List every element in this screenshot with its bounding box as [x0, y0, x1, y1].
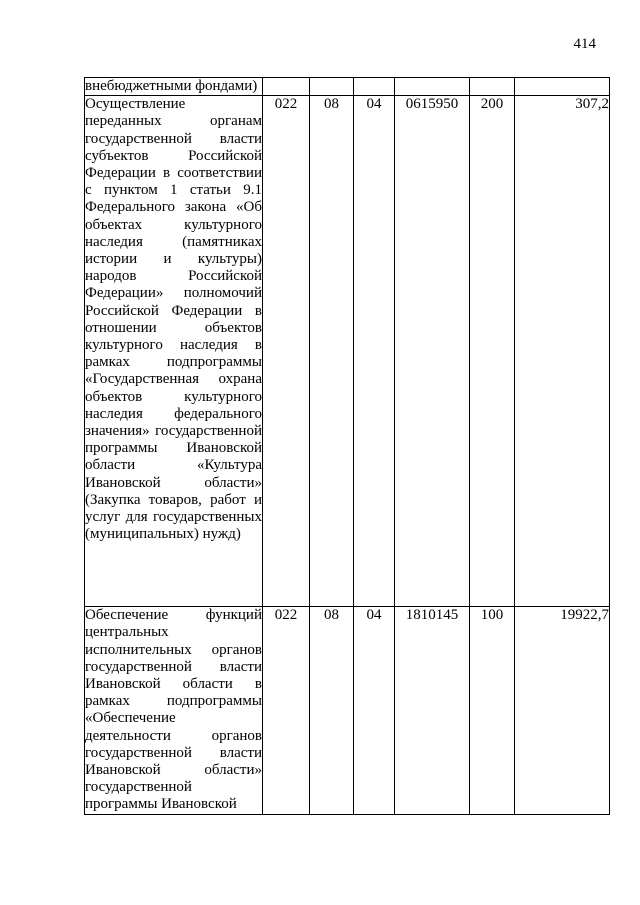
page-number: 414	[573, 36, 596, 52]
expense-type-cell: 200	[470, 96, 515, 607]
subsection-cell: 04	[354, 96, 395, 607]
continued-cell: внебюджетными фондами)	[85, 78, 263, 96]
amount-cell: 19922,7	[515, 607, 610, 814]
empty-cell	[263, 78, 310, 96]
budget-table	[84, 77, 610, 815]
empty-cell	[310, 78, 354, 96]
expense-type-cell: 100	[470, 607, 515, 814]
empty-cell	[470, 78, 515, 96]
ministry-code-cell: 022	[263, 96, 310, 607]
row-name-cell: Обеспечение функций центральных исполнительных органов государственной власти Ивановской области в рамках подпрограммы «Обеспечение деятельности органов государственной власти Ивановской области» государственной программы Ивановской	[85, 607, 262, 813]
table-row	[85, 96, 610, 607]
section-cell: 08	[310, 96, 354, 607]
amount-cell: 307,2	[515, 96, 610, 607]
row-name-cell: Осуществление переданных органам государственной власти субъектов Российской Федерации в соответствии с пунктом 1 статьи 9.1 Федерального закона «Об объектах культурного наследия (памятниках истории и культуры) народов Российской Федерации» полномочий Российской Федерации в отношении объектов культурного наследия в рамках подпрограммы «Государственная охрана объектов культурного наследия федерального значения» государственной программы Ивановской области «Культура Ивановской области» (Закупка товаров, работ и услуг для государственных (муниципальных) нужд)	[85, 96, 263, 607]
table-row-continued	[85, 78, 610, 96]
target-article-cell: 1810145	[395, 607, 470, 814]
subsection-cell: 04	[354, 607, 395, 814]
empty-cell	[395, 78, 470, 96]
target-article-cell: 0615950	[395, 96, 470, 607]
table-row	[85, 607, 610, 814]
empty-cell	[515, 78, 610, 96]
empty-cell	[354, 78, 395, 96]
section-cell: 08	[310, 607, 354, 814]
ministry-code-cell: 022	[263, 607, 310, 814]
